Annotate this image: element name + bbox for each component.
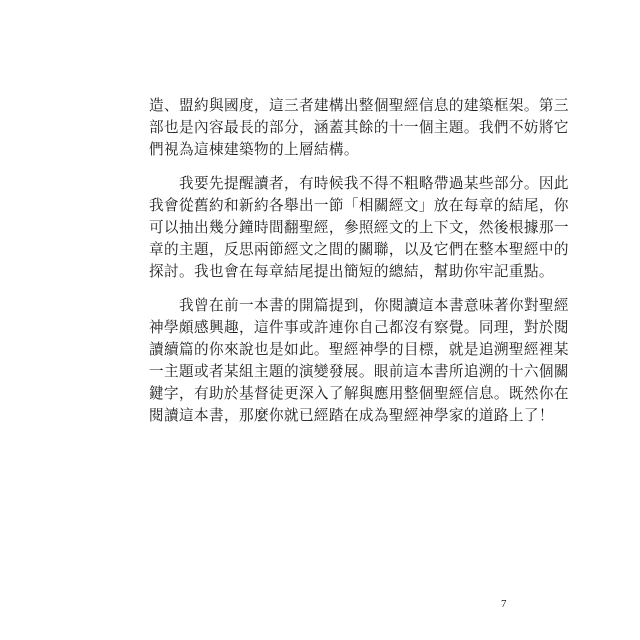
text-line: 部也是內容最長的部分，涵蓋其餘的十一個主題。我們不妨將它 bbox=[149, 119, 569, 136]
page-number: 7 bbox=[501, 598, 507, 610]
paragraph-1 bbox=[149, 95, 569, 161]
text-line: 我會從舊約和新約各舉出一節「相關經文」放在每章的結尾，你 bbox=[149, 197, 569, 214]
text-line: 讀續篇的你來說也是如此。聖經神學的目標，就是追溯聖經裡某 bbox=[149, 341, 569, 358]
text-line: 鍵字，有助於基督徒更深入了解與應用整個聖經信息。既然你在 bbox=[149, 385, 569, 402]
paragraph-3 bbox=[149, 295, 569, 427]
text-line: 探討。我也會在每章結尾提出簡短的總結，幫助你牢記重點。 bbox=[149, 263, 554, 280]
text-line: 們視為這棟建築物的上層結構。 bbox=[149, 141, 359, 158]
text-line: 神學頗感興趣，這件事或許連你自己都沒有察覺。同理，對於閱 bbox=[149, 319, 569, 336]
text-line: 章的主題，反思兩節經文之間的關聯，以及它們在整本聖經中的 bbox=[149, 241, 569, 258]
paragraph-2 bbox=[149, 173, 569, 283]
text-line: 可以抽出幾分鐘時間翻聖經，參照經文的上下文，然後根據那一 bbox=[149, 219, 569, 236]
text-line: 我要先提醒讀者，有時候我不得不粗略帶過某些部分。因此 bbox=[149, 175, 569, 192]
text-line: 一主題或者某組主題的演變發展。眼前這本書所追溯的十六個關 bbox=[149, 363, 569, 380]
text-line: 我曾在前一本書的開篇提到，你閱讀這本書意味著你對聖經 bbox=[149, 297, 569, 314]
text-line: 閱讀這本書，那麼你就已經踏在成為聖經神學家的道路上了！ bbox=[149, 407, 554, 424]
body-text bbox=[149, 95, 569, 427]
text-line: 造、盟約與國度，這三者建構出整個聖經信息的建築框架。第三 bbox=[149, 97, 569, 114]
